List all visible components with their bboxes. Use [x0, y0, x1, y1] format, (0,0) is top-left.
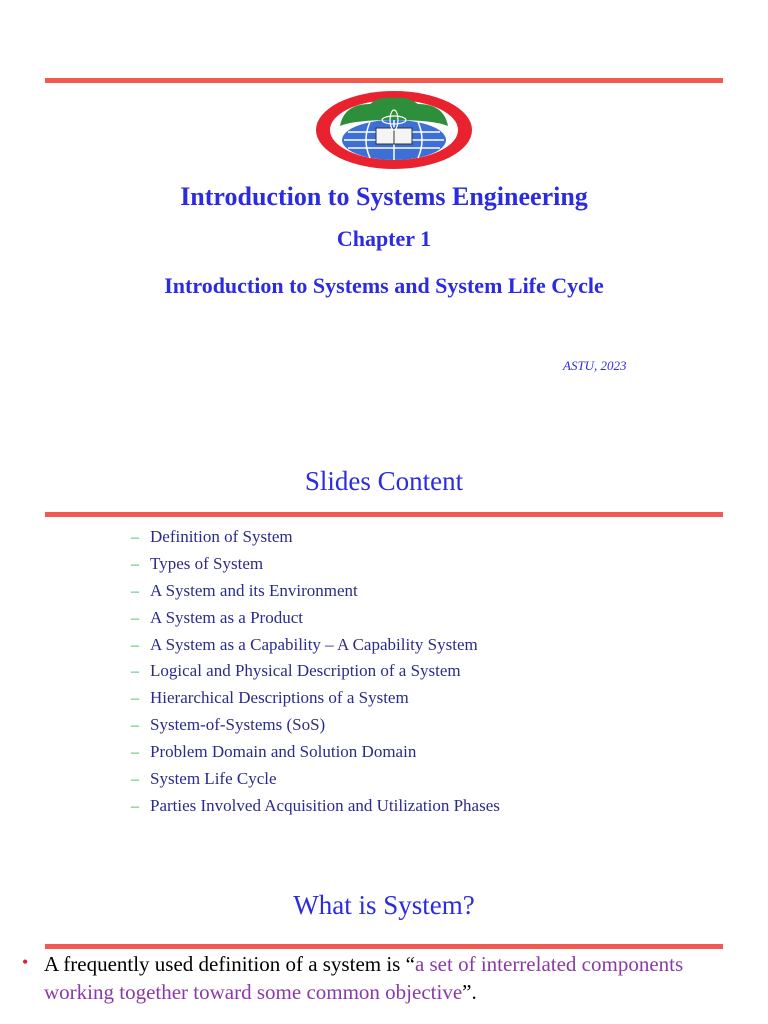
- bullet-dot-icon: •: [22, 952, 29, 972]
- bullet-suffix: ”.: [462, 980, 477, 1004]
- dash-bullet-icon: –: [131, 771, 139, 789]
- bullet-quote: a set of interrelated components working together toward some common objective: [44, 952, 684, 1004]
- slide1-chapter: Chapter 1: [336, 226, 432, 251]
- list-item: – Logical and Physical Description of a System: [131, 660, 500, 687]
- list-item: – System Life Cycle: [131, 768, 500, 795]
- slide2-heading-rule: [45, 512, 723, 517]
- slide1-top-rule: [45, 78, 723, 83]
- slide3-bullet-list: [22, 950, 752, 1006]
- list-item: – A System and its Environment: [131, 580, 500, 607]
- dash-bullet-icon: –: [131, 717, 139, 735]
- university-seal-logo: [314, 90, 474, 170]
- dash-bullet-icon: –: [131, 609, 139, 627]
- list-item: – Definition of System: [131, 526, 500, 553]
- dash-bullet-icon: –: [131, 663, 139, 681]
- bullet-prefix: A frequently used definition of a system is “: [44, 952, 415, 976]
- dash-bullet-icon: –: [131, 529, 139, 546]
- dash-bullet-icon: –: [131, 744, 139, 762]
- slide3-heading-rule: [45, 944, 723, 949]
- dash-bullet-icon: –: [131, 690, 139, 708]
- dash-bullet-icon: –: [131, 582, 139, 600]
- slide2-heading: Slides Content: [304, 466, 464, 496]
- bullet-item: [22, 950, 752, 1006]
- slide1-title: Introduction to Systems Engineering: [180, 182, 588, 211]
- slides-content-list: [131, 526, 500, 822]
- list-item: – Hierarchical Descriptions of a System: [131, 687, 500, 714]
- list-item: – A System as a Product: [131, 607, 500, 634]
- slide3-heading: What is System?: [293, 890, 475, 920]
- slide1-subtitle: Introduction to Systems and System Life Cycle: [164, 273, 604, 298]
- list-item: – A System as a Capability – A Capability System: [131, 634, 500, 661]
- list-item: – System-of-Systems (SoS): [131, 714, 500, 741]
- list-item: – Parties Involved Acquisition and Utilization Phases: [131, 795, 500, 822]
- dash-bullet-icon: –: [131, 797, 139, 815]
- dash-bullet-icon: –: [131, 555, 139, 573]
- list-item: – Types of System: [131, 553, 500, 580]
- list-item: – Problem Domain and Solution Domain: [131, 741, 500, 768]
- slide1-author-date: ASTU, 2023: [563, 358, 627, 373]
- dash-bullet-icon: –: [131, 636, 139, 654]
